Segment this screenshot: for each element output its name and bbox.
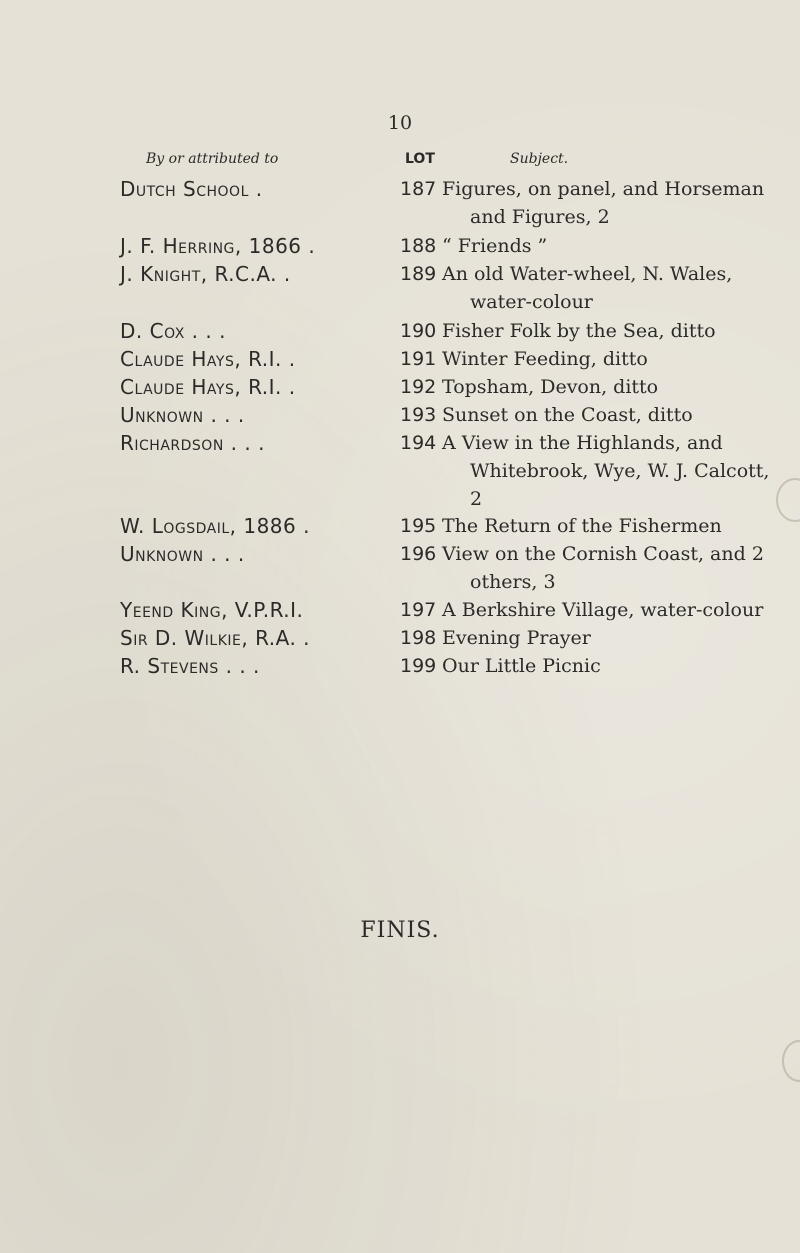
- lot-subject: Winter Feeding, ditto: [442, 348, 648, 370]
- lot-row-193: [0, 402, 800, 430]
- lot-subject: Topsham, Devon, ditto: [442, 376, 659, 398]
- lot-subject-cont: water-colour: [470, 291, 593, 313]
- page-number: 10: [387, 112, 413, 134]
- lot-row-188: [0, 233, 800, 261]
- lot-artist: Dutch School .: [120, 177, 263, 201]
- lot-subject: An old Water-wheel, N. Wales,: [442, 263, 733, 285]
- lot-number: 198: [400, 627, 437, 649]
- lot-subject-cont: Whitebrook, Wye, W. J. Calcott,: [470, 460, 770, 482]
- lot-artist: W. Logsdail, 1886 .: [120, 514, 310, 538]
- lot-number: 192: [400, 376, 437, 398]
- lot-number: 189: [400, 263, 437, 285]
- lot-subject: Evening Prayer: [442, 627, 591, 649]
- lot-subject: View on the Cornish Coast, and 2: [442, 543, 764, 565]
- lot-number: 188: [400, 235, 437, 257]
- lot-number: 190: [400, 320, 437, 342]
- lot-number: 193: [400, 404, 437, 426]
- lot-row-194: [0, 430, 800, 510]
- lot-subject: Figures, on panel, and Horseman: [442, 178, 765, 200]
- lot-row-199: [0, 653, 800, 681]
- lot-row-187: [0, 176, 800, 228]
- lot-row-195: [0, 513, 800, 541]
- header-artist: By or attributed to: [146, 151, 279, 167]
- lot-row-198: [0, 625, 800, 653]
- lot-artist: D. Cox . . .: [120, 319, 226, 343]
- lot-row-189: [0, 261, 800, 313]
- lot-number: 196: [400, 543, 437, 565]
- lot-artist: Sir D. Wilkie, R.A. .: [120, 626, 311, 650]
- lot-number: 187: [400, 178, 437, 200]
- lot-row-197: [0, 597, 800, 625]
- lot-number: 197: [400, 599, 437, 621]
- lot-artist: J. Knight, R.C.A. .: [120, 262, 291, 286]
- lot-row-196: [0, 541, 800, 593]
- lot-subject: Fisher Folk by the Sea, ditto: [442, 320, 716, 342]
- finis-text: FINIS.: [360, 918, 440, 943]
- header-subject: Subject.: [510, 151, 569, 167]
- lot-subject-cont-2: 2: [470, 488, 483, 510]
- lot-number: 199: [400, 655, 437, 677]
- lot-subject: A View in the Highlands, and: [442, 432, 723, 454]
- lot-subject-cont: and Figures, 2: [470, 206, 610, 228]
- lot-artist: Claude Hays, R.I. .: [120, 347, 296, 371]
- lot-artist: J. F. Herring, 1866 .: [120, 234, 316, 258]
- lot-artist: Claude Hays, R.I. .: [120, 375, 296, 399]
- lot-number: 191: [400, 348, 437, 370]
- lot-subject: The Return of the Fishermen: [442, 515, 722, 537]
- lot-subject: “ Friends ”: [442, 235, 548, 257]
- lot-artist: Yeend King, V.P.R.I.: [120, 598, 304, 622]
- lot-subject: Sunset on the Coast, ditto: [442, 404, 693, 426]
- header-lot: LOT: [405, 151, 435, 167]
- lot-subject-cont: others, 3: [470, 571, 556, 593]
- lot-subject: Our Little Picnic: [442, 655, 601, 677]
- lot-number: 194: [400, 432, 437, 454]
- lot-artist: R. Stevens . . .: [120, 654, 260, 678]
- lot-artist: Richardson . . .: [120, 431, 265, 455]
- lot-row-190: [0, 318, 800, 346]
- lot-row-191: [0, 346, 800, 374]
- lot-number: 195: [400, 515, 437, 537]
- lot-artist: Unknown . . .: [120, 403, 245, 427]
- lot-subject: A Berkshire Village, water-colour: [442, 599, 764, 621]
- lot-artist: Unknown . . .: [120, 542, 245, 566]
- lot-row-192: [0, 374, 800, 402]
